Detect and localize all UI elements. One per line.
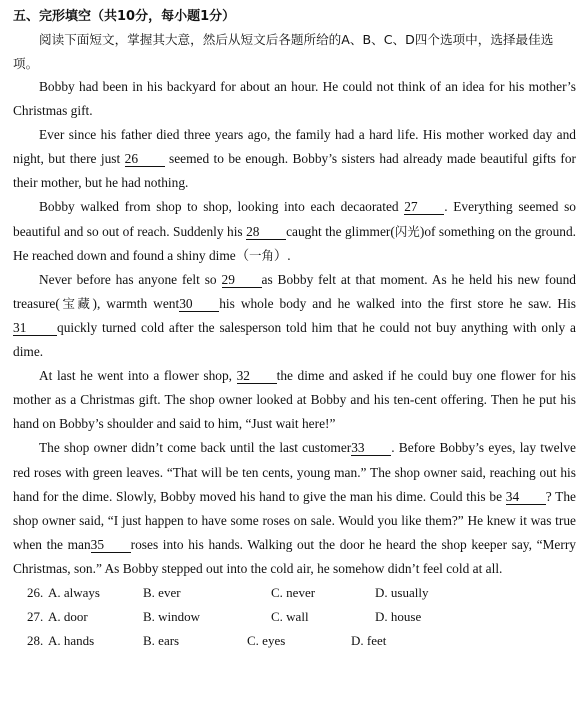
option-a[interactable]: A. hands — [48, 632, 95, 648]
paragraph-1-text: Bobby had been in his backyard for about an hour. He could not think of an idea for his mother’s Christmas gift. — [13, 79, 576, 119]
question-28-options — [13, 629, 576, 653]
option-b[interactable]: B. ears — [143, 632, 180, 648]
paragraph-6-text-d: roses into his hands. Walking out the door he heard the shop keeper say, “Merry Christmas, son.” As Bobby stepped out into the cold air, he somehow didn’t feel cold at all. — [13, 536, 576, 576]
blank-27: 27 — [404, 199, 444, 215]
option-c[interactable]: C. eyes — [247, 632, 286, 648]
blank-26: 26 — [125, 151, 165, 167]
paragraph-6-text-b: . Before Bobby’s eyes, lay twelve red roses with green leaves. “That will be ten cents, young man.” The shop owner said, reaching out his hand for the dime. Slowly, Bobby moved his hand to give the man his dime. Could this be — [13, 440, 576, 504]
blank-34: 34 — [506, 489, 546, 505]
option-a[interactable]: A. always — [48, 584, 100, 600]
question-number: 28. — [27, 632, 44, 648]
instruction-text: 阅读下面短文，掌握其大意，然后从短文后各题所给的A、B、C、D四个选项中，选择最佳选项。 — [13, 32, 554, 71]
paragraph-4-text-e: his whole body and he walked into the first store he saw. His — [219, 295, 577, 311]
question-number: 27. — [27, 608, 44, 624]
paragraph-5-text-a: At last he went into a flower shop, — [39, 368, 233, 384]
paragraph-2 — [13, 123, 576, 195]
paragraph-4-text-d: ), warmth went — [92, 295, 180, 311]
paragraph-4 — [13, 268, 576, 364]
paragraph-4-text-f: quickly turned cold after the salesperson told him that he could not buy anything with only a dime. — [13, 319, 576, 360]
options-list — [13, 581, 576, 653]
blank-30: 30 — [179, 296, 219, 312]
paragraph-3-text-e: )of something on the ground. He reached down and found a shiny dime（ — [13, 223, 577, 263]
paragraph-6-text-c: ? The shop owner said, “I just happen to have some roses on sale. Would you like them?” He knew it was true when the man — [13, 488, 576, 552]
paragraph-5-text-b: the dime and asked if he could buy one flower for his mother as a Christmas gift. The shop owner looked at Bobby and his ten-cent offering. Then he put his hand on Bobby’s shoulder and said to him, “Just wait here!” — [13, 368, 576, 432]
question-27-options — [13, 605, 576, 629]
question-26-options — [13, 581, 576, 605]
paragraph-4-text-b: as Bobby felt at that moment. As he held his new found treasure( — [13, 271, 576, 311]
paragraph-3-gloss-glimmer: 闪光 — [394, 223, 420, 239]
paragraph-6-text-a: The shop owner didn’t come back until the last customer — [39, 440, 352, 456]
paragraph-3 — [13, 195, 576, 267]
blank-35: 35 — [91, 537, 131, 553]
paragraph-3-gloss-dime: 一角 — [249, 247, 274, 263]
paragraph-3-text-a: Bobby walked from shop to shop, looking into each decaorated — [39, 199, 399, 215]
blank-31: 31 — [13, 320, 57, 336]
section-title: 五、完形填空（共10分，每小题1分） — [13, 9, 236, 24]
paragraph-4-text-a: Never before has anyone felt so — [39, 271, 217, 287]
paragraph-3-text-g: ）. — [273, 247, 291, 263]
option-a[interactable]: A. door — [48, 608, 88, 624]
option-b[interactable]: B. ever — [143, 584, 181, 600]
option-d[interactable]: D. house — [375, 608, 422, 624]
paragraph-4-gloss-treasure: 宝藏 — [59, 295, 93, 311]
option-d[interactable]: D. feet — [351, 632, 387, 648]
paragraph-6 — [13, 436, 576, 581]
blank-29: 29 — [222, 272, 262, 288]
question-number: 26. — [27, 584, 44, 600]
exam-page — [13, 6, 576, 653]
blank-28: 28 — [246, 224, 286, 240]
paragraph-2-text-a: Ever since his father died three years ago, the family had a hard life. His mother worked day and night, but there just — [13, 127, 576, 167]
blank-32: 32 — [237, 368, 277, 384]
paragraph-3-text-c: caught the glimmer( — [286, 223, 395, 239]
paragraph-2-text-b: seemed to be enough. Bobby’s sisters had already made beautiful gifts for their mother, but he had nothing. — [13, 151, 577, 191]
option-c[interactable]: C. never — [271, 584, 316, 600]
paragraph-5 — [13, 364, 576, 436]
blank-33: 33 — [351, 440, 391, 456]
option-c[interactable]: C. wall — [271, 608, 309, 624]
option-d[interactable]: D. usually — [375, 584, 429, 600]
option-b[interactable]: B. window — [143, 608, 201, 624]
paragraph-1 — [13, 75, 576, 123]
paragraph-3-text-b: . Everything seemed so beautiful and so out of reach. Suddenly his — [13, 199, 576, 239]
